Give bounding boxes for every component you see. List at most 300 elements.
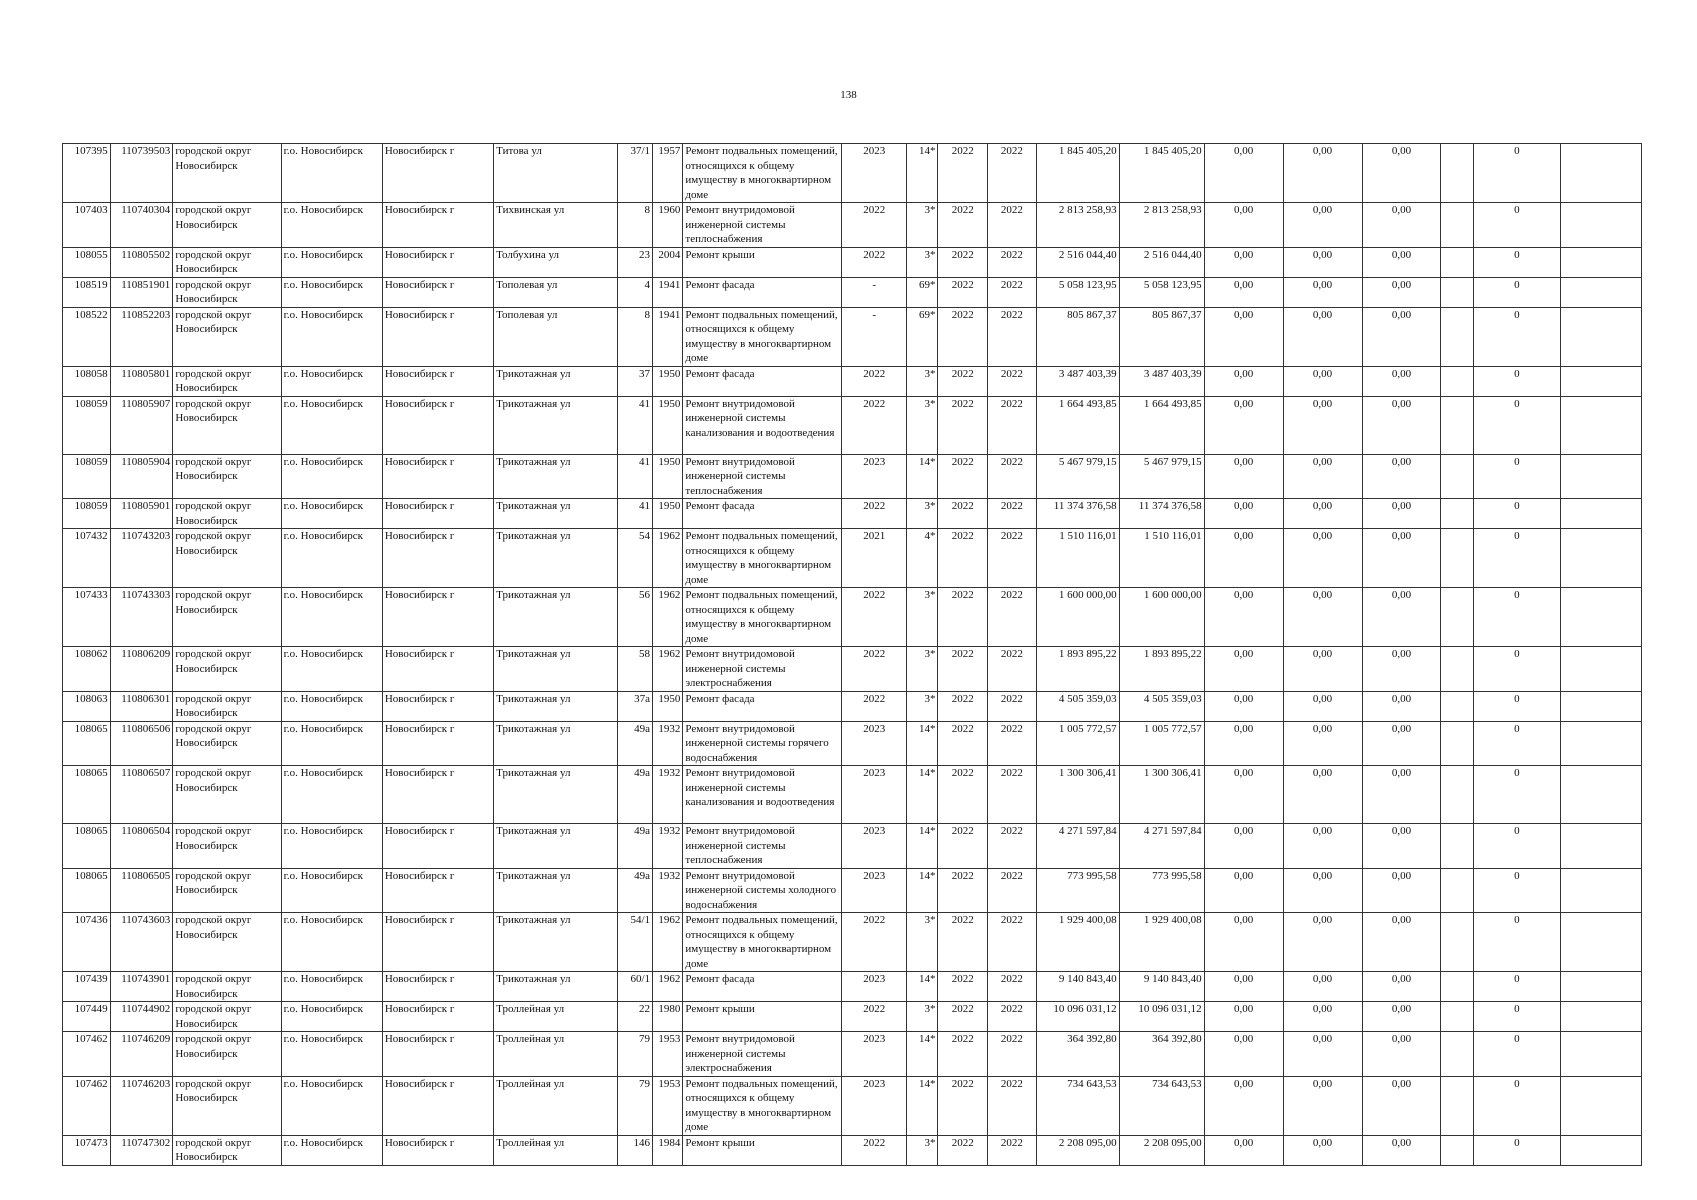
count-cell: 0: [1473, 529, 1560, 588]
note-cell: [1560, 1135, 1641, 1165]
count-cell: 0: [1473, 247, 1560, 277]
year-end: 2022: [988, 307, 1037, 366]
cost-c: 0,00: [1362, 824, 1441, 869]
cost-total: 773 995,58: [1036, 868, 1119, 913]
street: Трикотажная ул: [494, 647, 617, 692]
count-cell: 0: [1473, 499, 1560, 529]
locality: Новосибирск г: [382, 972, 493, 1002]
district: г.о. Новосибирск: [281, 1135, 382, 1165]
year-end: 2022: [988, 144, 1037, 203]
municipality: городской округ Новосибирск: [173, 529, 281, 588]
cost-fund: 1 893 895,22: [1119, 647, 1204, 692]
house-number: 37а: [617, 691, 652, 721]
municipality: городской округ Новосибирск: [173, 824, 281, 869]
count-cell: 0: [1473, 144, 1560, 203]
street: Троллейная ул: [494, 1135, 617, 1165]
cost-c: 0,00: [1362, 766, 1441, 824]
cost-fund: 773 995,58: [1119, 868, 1204, 913]
locality: Новосибирск г: [382, 499, 493, 529]
locality: Новосибирск г: [382, 1076, 493, 1135]
cost-fund: 1 005 772,57: [1119, 721, 1204, 766]
cost-b: 0,00: [1283, 1076, 1362, 1135]
cost-total: 9 140 843,40: [1036, 972, 1119, 1002]
work-type: Ремонт внутридомовой инженерной системы холодного водоснабжения: [683, 868, 842, 913]
cost-a: 0,00: [1204, 1135, 1283, 1165]
reference-mark: 3*: [907, 396, 938, 454]
house-number: 4: [617, 277, 652, 307]
cost-total: 1 664 493,85: [1036, 396, 1119, 454]
cost-c: 0,00: [1362, 913, 1441, 972]
cost-c: 0,00: [1362, 1076, 1441, 1135]
work-type: Ремонт внутридомовой инженерной системы горячего водоснабжения: [683, 721, 842, 766]
cost-fund: 5 058 123,95: [1119, 277, 1204, 307]
year-start: 2022: [938, 1135, 988, 1165]
locality: Новосибирск г: [382, 203, 493, 248]
note-cell: [1560, 499, 1641, 529]
extra-cell: [1441, 529, 1473, 588]
element-code: 110743901: [110, 972, 173, 1002]
locality: Новосибирск г: [382, 1002, 493, 1032]
cost-a: 0,00: [1204, 1076, 1283, 1135]
cost-a: 0,00: [1204, 307, 1283, 366]
cost-fund: 1 845 405,20: [1119, 144, 1204, 203]
municipality: городской округ Новосибирск: [173, 1032, 281, 1077]
municipality: городской округ Новосибирск: [173, 499, 281, 529]
element-code: 110851901: [110, 277, 173, 307]
cost-total: 5 058 123,95: [1036, 277, 1119, 307]
year-built: 1962: [653, 913, 683, 972]
municipality: городской округ Новосибирск: [173, 588, 281, 647]
cost-b: 0,00: [1283, 766, 1362, 824]
note-cell: [1560, 247, 1641, 277]
count-cell: 0: [1473, 1076, 1560, 1135]
locality: Новосибирск г: [382, 144, 493, 203]
count-cell: 0: [1473, 307, 1560, 366]
reference-mark: 3*: [907, 588, 938, 647]
reference-mark: 3*: [907, 247, 938, 277]
count-cell: 0: [1473, 1002, 1560, 1032]
cost-a: 0,00: [1204, 247, 1283, 277]
street: Трикотажная ул: [494, 691, 617, 721]
street: Трикотажная ул: [494, 396, 617, 454]
extra-cell: [1441, 396, 1473, 454]
cost-a: 0,00: [1204, 1032, 1283, 1077]
work-type: Ремонт подвальных помещений, относящихся к общему имуществу в многоквартирном доме: [683, 307, 842, 366]
cost-b: 0,00: [1283, 972, 1362, 1002]
note-cell: [1560, 824, 1641, 869]
work-type: Ремонт фасада: [683, 972, 842, 1002]
reference-mark: 69*: [907, 307, 938, 366]
extra-cell: [1441, 691, 1473, 721]
cost-b: 0,00: [1283, 247, 1362, 277]
element-code: 110806507: [110, 766, 173, 824]
plan-year: 2023: [842, 144, 907, 203]
object-id: 108059: [63, 454, 111, 499]
object-id: 107439: [63, 972, 111, 1002]
cost-b: 0,00: [1283, 307, 1362, 366]
table-row: [63, 1002, 1642, 1032]
year-start: 2022: [938, 203, 988, 248]
element-code: 110743203: [110, 529, 173, 588]
locality: Новосибирск г: [382, 277, 493, 307]
cost-total: 1 005 772,57: [1036, 721, 1119, 766]
object-id: 107436: [63, 913, 111, 972]
cost-a: 0,00: [1204, 529, 1283, 588]
count-cell: 0: [1473, 1032, 1560, 1077]
year-end: 2022: [988, 366, 1037, 396]
extra-cell: [1441, 247, 1473, 277]
count-cell: 0: [1473, 588, 1560, 647]
year-built: 1932: [653, 868, 683, 913]
object-id: 108059: [63, 499, 111, 529]
work-type: Ремонт внутридомовой инженерной системы канализования и водоотведения: [683, 396, 842, 454]
year-built: 1932: [653, 766, 683, 824]
cost-b: 0,00: [1283, 366, 1362, 396]
table-row: [63, 1135, 1642, 1165]
year-start: 2022: [938, 868, 988, 913]
year-end: 2022: [988, 824, 1037, 869]
work-type: Ремонт крыши: [683, 1002, 842, 1032]
count-cell: 0: [1473, 972, 1560, 1002]
house-number: 146: [617, 1135, 652, 1165]
extra-cell: [1441, 868, 1473, 913]
table-row: [63, 277, 1642, 307]
reference-mark: 3*: [907, 1135, 938, 1165]
cost-c: 0,00: [1362, 691, 1441, 721]
reference-mark: 14*: [907, 1076, 938, 1135]
district: г.о. Новосибирск: [281, 529, 382, 588]
work-type: Ремонт подвальных помещений, относящихся к общему имуществу в многоквартирном доме: [683, 1076, 842, 1135]
extra-cell: [1441, 721, 1473, 766]
extra-cell: [1441, 144, 1473, 203]
year-built: 1957: [653, 144, 683, 203]
year-start: 2022: [938, 588, 988, 647]
cost-fund: 2 516 044,40: [1119, 247, 1204, 277]
note-cell: [1560, 366, 1641, 396]
table-row: [63, 144, 1642, 203]
extra-cell: [1441, 1135, 1473, 1165]
reference-mark: 14*: [907, 144, 938, 203]
cost-total: 364 392,80: [1036, 1032, 1119, 1077]
cost-fund: 1 600 000,00: [1119, 588, 1204, 647]
cost-b: 0,00: [1283, 529, 1362, 588]
object-id: 108058: [63, 366, 111, 396]
table-row: [63, 972, 1642, 1002]
house-number: 49а: [617, 868, 652, 913]
cost-total: 3 487 403,39: [1036, 366, 1119, 396]
street: Трикотажная ул: [494, 454, 617, 499]
count-cell: 0: [1473, 1135, 1560, 1165]
element-code: 110806506: [110, 721, 173, 766]
year-start: 2022: [938, 366, 988, 396]
year-built: 1950: [653, 366, 683, 396]
element-code: 110743603: [110, 913, 173, 972]
element-code: 110746209: [110, 1032, 173, 1077]
cost-fund: 1 664 493,85: [1119, 396, 1204, 454]
locality: Новосибирск г: [382, 766, 493, 824]
street: Трикотажная ул: [494, 868, 617, 913]
count-cell: 0: [1473, 824, 1560, 869]
count-cell: 0: [1473, 454, 1560, 499]
house-number: 58: [617, 647, 652, 692]
work-type: Ремонт внутридомовой инженерной системы теплоснабжения: [683, 824, 842, 869]
object-id: 108065: [63, 721, 111, 766]
table-row: [63, 868, 1642, 913]
year-built: 1941: [653, 307, 683, 366]
cost-total: 1 845 405,20: [1036, 144, 1119, 203]
year-built: 1932: [653, 824, 683, 869]
locality: Новосибирск г: [382, 366, 493, 396]
reference-mark: 14*: [907, 721, 938, 766]
year-start: 2022: [938, 721, 988, 766]
count-cell: 0: [1473, 203, 1560, 248]
count-cell: 0: [1473, 766, 1560, 824]
table-row: [63, 588, 1642, 647]
house-number: 41: [617, 396, 652, 454]
element-code: 110805904: [110, 454, 173, 499]
plan-year: 2022: [842, 366, 907, 396]
house-number: 41: [617, 499, 652, 529]
cost-b: 0,00: [1283, 454, 1362, 499]
reference-mark: 3*: [907, 499, 938, 529]
year-built: 2004: [653, 247, 683, 277]
year-built: 1953: [653, 1032, 683, 1077]
work-type: Ремонт фасада: [683, 277, 842, 307]
house-number: 37: [617, 366, 652, 396]
plan-year: 2022: [842, 691, 907, 721]
cost-c: 0,00: [1362, 529, 1441, 588]
year-built: 1950: [653, 454, 683, 499]
work-type: Ремонт внутридомовой инженерной системы электроснабжения: [683, 1032, 842, 1077]
element-code: 110747302: [110, 1135, 173, 1165]
district: г.о. Новосибирск: [281, 499, 382, 529]
extra-cell: [1441, 824, 1473, 869]
house-number: 60/1: [617, 972, 652, 1002]
object-id: 108063: [63, 691, 111, 721]
municipality: городской округ Новосибирск: [173, 691, 281, 721]
work-type: Ремонт фасада: [683, 691, 842, 721]
work-type: Ремонт подвальных помещений, относящихся к общему имуществу в многоквартирном доме: [683, 588, 842, 647]
year-built: 1962: [653, 529, 683, 588]
year-start: 2022: [938, 529, 988, 588]
cost-b: 0,00: [1283, 588, 1362, 647]
year-built: 1960: [653, 203, 683, 248]
object-id: 107403: [63, 203, 111, 248]
district: г.о. Новосибирск: [281, 277, 382, 307]
object-id: 107395: [63, 144, 111, 203]
district: г.о. Новосибирск: [281, 366, 382, 396]
year-end: 2022: [988, 1076, 1037, 1135]
district: г.о. Новосибирск: [281, 396, 382, 454]
plan-year: 2023: [842, 824, 907, 869]
cost-c: 0,00: [1362, 1135, 1441, 1165]
locality: Новосибирск г: [382, 588, 493, 647]
note-cell: [1560, 691, 1641, 721]
year-end: 2022: [988, 499, 1037, 529]
table-row: [63, 647, 1642, 692]
cost-total: 805 867,37: [1036, 307, 1119, 366]
cost-b: 0,00: [1283, 913, 1362, 972]
locality: Новосибирск г: [382, 913, 493, 972]
object-id: 108065: [63, 766, 111, 824]
year-built: 1932: [653, 721, 683, 766]
year-end: 2022: [988, 972, 1037, 1002]
plan-year: 2022: [842, 588, 907, 647]
cost-total: 11 374 376,58: [1036, 499, 1119, 529]
cost-c: 0,00: [1362, 868, 1441, 913]
cost-fund: 11 374 376,58: [1119, 499, 1204, 529]
cost-a: 0,00: [1204, 499, 1283, 529]
cost-total: 5 467 979,15: [1036, 454, 1119, 499]
house-number: 79: [617, 1032, 652, 1077]
work-type: Ремонт подвальных помещений, относящихся к общему имуществу в многоквартирном доме: [683, 913, 842, 972]
cost-a: 0,00: [1204, 366, 1283, 396]
reference-mark: 14*: [907, 766, 938, 824]
cost-fund: 4 271 597,84: [1119, 824, 1204, 869]
locality: Новосибирск г: [382, 1032, 493, 1077]
note-cell: [1560, 529, 1641, 588]
street: Титова ул: [494, 144, 617, 203]
year-end: 2022: [988, 247, 1037, 277]
element-code: 110806209: [110, 647, 173, 692]
element-code: 110740304: [110, 203, 173, 248]
extra-cell: [1441, 454, 1473, 499]
element-code: 110806505: [110, 868, 173, 913]
year-built: 1950: [653, 691, 683, 721]
cost-c: 0,00: [1362, 366, 1441, 396]
district: г.о. Новосибирск: [281, 868, 382, 913]
municipality: городской округ Новосибирск: [173, 454, 281, 499]
year-built: 1962: [653, 972, 683, 1002]
house-number: 41: [617, 454, 652, 499]
reference-mark: 14*: [907, 824, 938, 869]
extra-cell: [1441, 203, 1473, 248]
street: Троллейная ул: [494, 1076, 617, 1135]
house-number: 56: [617, 588, 652, 647]
house-number: 49а: [617, 766, 652, 824]
reference-mark: 14*: [907, 972, 938, 1002]
extra-cell: [1441, 499, 1473, 529]
element-code: 110739503: [110, 144, 173, 203]
cost-a: 0,00: [1204, 721, 1283, 766]
count-cell: 0: [1473, 868, 1560, 913]
cost-fund: 805 867,37: [1119, 307, 1204, 366]
cost-b: 0,00: [1283, 396, 1362, 454]
note-cell: [1560, 1076, 1641, 1135]
house-number: 22: [617, 1002, 652, 1032]
element-code: 110743303: [110, 588, 173, 647]
cost-a: 0,00: [1204, 691, 1283, 721]
municipality: городской округ Новосибирск: [173, 203, 281, 248]
object-id: 108065: [63, 824, 111, 869]
plan-year: 2022: [842, 647, 907, 692]
municipality: городской округ Новосибирск: [173, 913, 281, 972]
plan-year: 2022: [842, 247, 907, 277]
house-number: 54/1: [617, 913, 652, 972]
cost-total: 1 929 400,08: [1036, 913, 1119, 972]
year-start: 2022: [938, 1076, 988, 1135]
municipality: городской округ Новосибирск: [173, 1076, 281, 1135]
extra-cell: [1441, 972, 1473, 1002]
year-end: 2022: [988, 203, 1037, 248]
district: г.о. Новосибирск: [281, 824, 382, 869]
year-start: 2022: [938, 144, 988, 203]
year-built: 1950: [653, 499, 683, 529]
cost-c: 0,00: [1362, 1002, 1441, 1032]
district: г.о. Новосибирск: [281, 247, 382, 277]
year-built: 1962: [653, 588, 683, 647]
object-id: 108059: [63, 396, 111, 454]
object-id: 107462: [63, 1076, 111, 1135]
year-start: 2022: [938, 1002, 988, 1032]
street: Тополевая ул: [494, 277, 617, 307]
year-built: 1984: [653, 1135, 683, 1165]
district: г.о. Новосибирск: [281, 588, 382, 647]
reference-mark: 3*: [907, 913, 938, 972]
extra-cell: [1441, 1002, 1473, 1032]
cost-c: 0,00: [1362, 499, 1441, 529]
municipality: городской округ Новосибирск: [173, 868, 281, 913]
street: Трикотажная ул: [494, 913, 617, 972]
reference-mark: 4*: [907, 529, 938, 588]
year-start: 2022: [938, 247, 988, 277]
note-cell: [1560, 277, 1641, 307]
extra-cell: [1441, 647, 1473, 692]
element-code: 110805801: [110, 366, 173, 396]
cost-a: 0,00: [1204, 972, 1283, 1002]
count-cell: 0: [1473, 691, 1560, 721]
cost-total: 1 510 116,01: [1036, 529, 1119, 588]
district: г.о. Новосибирск: [281, 144, 382, 203]
municipality: городской округ Новосибирск: [173, 647, 281, 692]
repair-register-table: [62, 143, 1642, 1166]
note-cell: [1560, 203, 1641, 248]
cost-fund: 2 208 095,00: [1119, 1135, 1204, 1165]
cost-fund: 5 467 979,15: [1119, 454, 1204, 499]
municipality: городской округ Новосибирск: [173, 247, 281, 277]
plan-year: 2023: [842, 972, 907, 1002]
house-number: 8: [617, 203, 652, 248]
extra-cell: [1441, 277, 1473, 307]
plan-year: 2023: [842, 868, 907, 913]
year-end: 2022: [988, 277, 1037, 307]
cost-b: 0,00: [1283, 824, 1362, 869]
year-end: 2022: [988, 691, 1037, 721]
municipality: городской округ Новосибирск: [173, 972, 281, 1002]
street: Тихвинская ул: [494, 203, 617, 248]
house-number: 54: [617, 529, 652, 588]
cost-fund: 1 510 116,01: [1119, 529, 1204, 588]
note-cell: [1560, 588, 1641, 647]
cost-total: 10 096 031,12: [1036, 1002, 1119, 1032]
cost-b: 0,00: [1283, 691, 1362, 721]
reference-mark: 3*: [907, 203, 938, 248]
object-id: 107462: [63, 1032, 111, 1077]
street: Трикотажная ул: [494, 366, 617, 396]
street: Трикотажная ул: [494, 972, 617, 1002]
year-built: 1941: [653, 277, 683, 307]
municipality: городской округ Новосибирск: [173, 307, 281, 366]
year-end: 2022: [988, 396, 1037, 454]
cost-c: 0,00: [1362, 203, 1441, 248]
cost-c: 0,00: [1362, 144, 1441, 203]
year-end: 2022: [988, 1032, 1037, 1077]
municipality: городской округ Новосибирск: [173, 1135, 281, 1165]
municipality: городской округ Новосибирск: [173, 721, 281, 766]
municipality: городской округ Новосибирск: [173, 277, 281, 307]
house-number: 23: [617, 247, 652, 277]
table-row: [63, 529, 1642, 588]
